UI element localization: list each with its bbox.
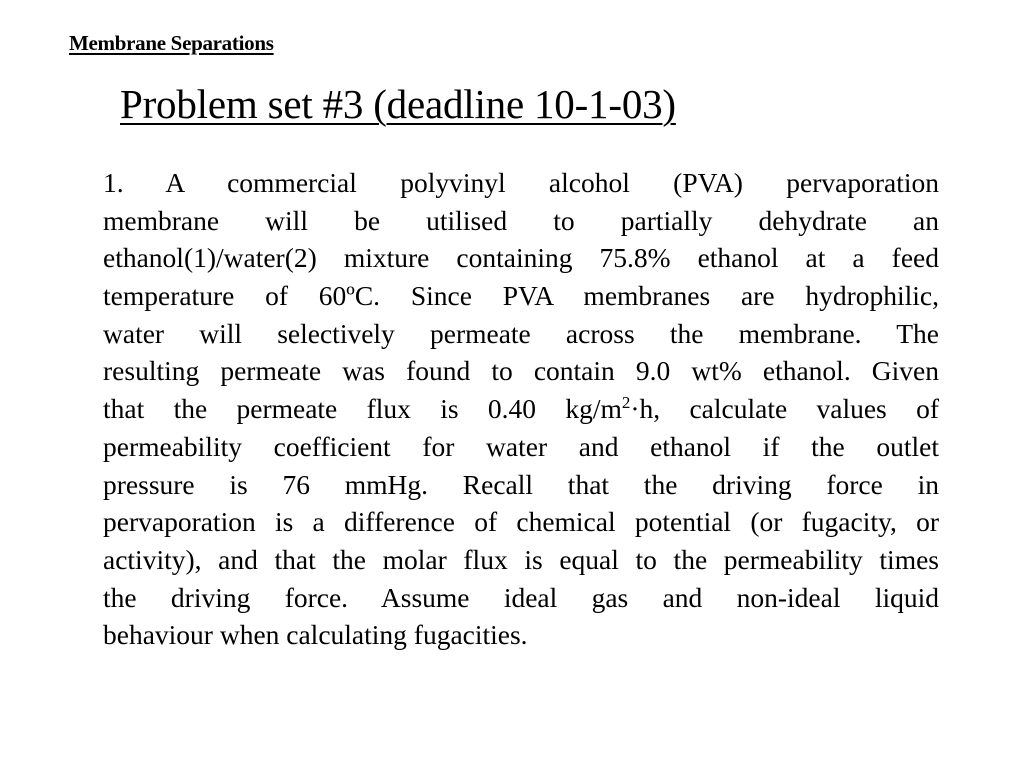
- page-title: Problem set #3 (deadline 10-1-03): [120, 81, 676, 127]
- problem-line: water will selectively permeate across the membrane. The: [103, 317, 939, 349]
- problem-line: pressure is 76 mmHg. Recall that the driving force in: [103, 468, 939, 500]
- superscript-2: 2: [621, 393, 631, 413]
- problem-line: the driving force. Assume ideal gas and non-ideal liquid: [103, 581, 939, 613]
- problem-line: behaviour when calculating fugacities.: [103, 619, 528, 651]
- problem-line: membrane will be utilised to partially dehydrate an: [103, 204, 939, 236]
- flux-tail: ·h, calculate values of: [630, 393, 939, 425]
- section-label: Membrane Separations: [69, 31, 274, 55]
- problem-line: 1. A commercial polyvinyl alcohol (PVA) pervaporation: [103, 167, 939, 198]
- problem-line: pervaporation is a difference of chemical potential (or fugacity, or: [103, 506, 939, 538]
- problem-line: temperature of 60ºC. Since PVA membranes are hydrophilic,: [103, 280, 939, 312]
- problem-1-text: [103, 164, 939, 654]
- flux-text: that the permeate flux is 0.40 kg/m: [103, 393, 622, 425]
- problem-line: resulting permeate was found to contain 9.0 wt% ethanol. Given: [103, 355, 939, 387]
- problem-line: permeability coefficient for water and ethanol if the outlet: [103, 430, 939, 462]
- problem-line-flux: [103, 390, 939, 428]
- problem-line: ethanol(1)/water(2) mixture containing 75.8% ethanol at a feed: [103, 242, 939, 274]
- problem-line: activity), and that the molar flux is equal to the permeability times: [103, 543, 939, 575]
